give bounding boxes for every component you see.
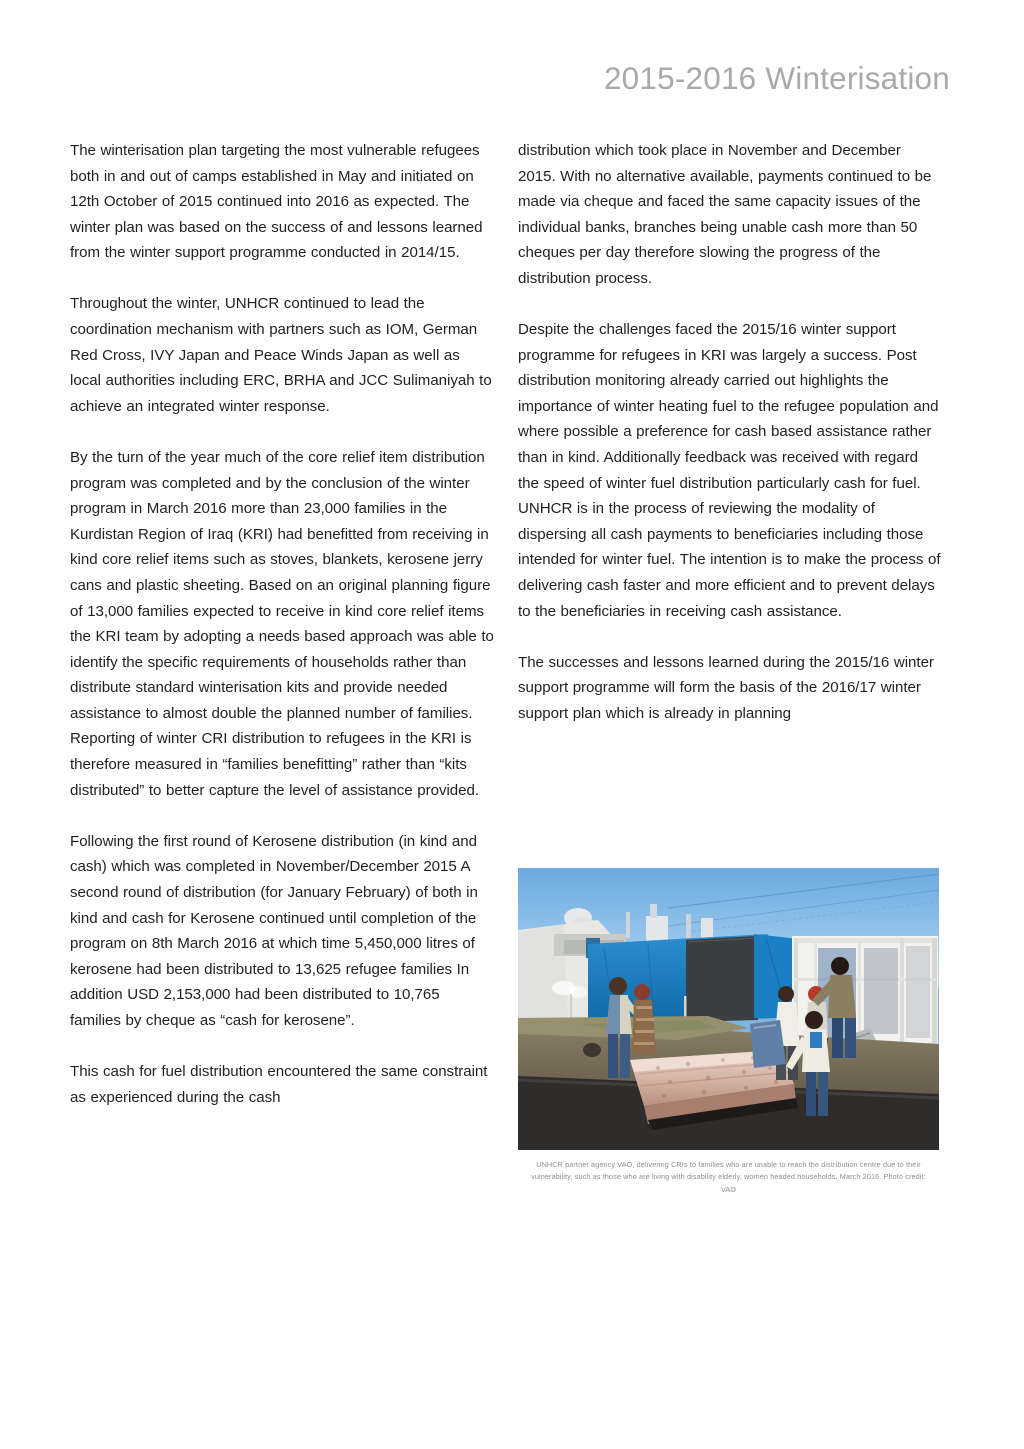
left-column	[70, 138, 495, 1110]
paragraph: By the turn of the year much of the core relief item distribution program was completed and by the conclusion of the winter program in March 2016 more than 23,000 families in the Kurdistan Region of Iraq (KRI) had benefitted from receiving in kind core relief items such as stoves, blankets, kerosene jerry cans and plastic sheeting. Based on an original planning figure of 13,000 families expected to receive in kind core relief items the KRI team by adopting a needs based approach was able to identify the specific requirements of households rather than distribute standard winterisation kits and provide needed assistance to almost double the planned number of families. Reporting of winter CRI distribution to refugees in the KRI is therefore measured in “families benefitting” rather than “kits distributed” to better capture the level of assistance provided.	[70, 448, 494, 799]
page-title: 2015-2016 Winterisation	[603, 60, 950, 96]
paragraph: The successes and lessons learned during the 2015/16 winter support programme will form the basis of the 2016/17 winter support plan which is already in planning	[518, 653, 934, 722]
right-column	[518, 138, 943, 726]
paragraph: Throughout the winter, UNHCR continued to lead the coordination mechanism with partners such as IOM, German Red Cross, IVY Japan and Peace Winds Japan as well as local authorities including ERC, BRHA and JCC Sulimaniyah to achieve an integrated winter response.	[70, 295, 492, 415]
body-columns	[70, 138, 958, 1318]
figure	[518, 868, 939, 1196]
paragraph: Following the first round of Kerosene distribution (in kind and cash) which was completed in November/December 2015 A second round of distribution (for January February) of both in kind and cash for Kerosene continued until completion of the program on 8th March 2016 at which time 5,450,000 litres of kerosene had been distributed to 13,625 refugee families In addition USD 2,153,000 had been distributed to 10,765 families by cheque as “cash for kerosene”.	[70, 832, 478, 1029]
paragraph: distribution which took place in November and December 2015. With no alternative available, payments continued to be made via cheque and faced the same capacity issues of the individual banks, branches being unable cash more than 50 cheques per day therefore slowing the progress of the distribution process.	[518, 142, 932, 287]
photo-distribution	[518, 868, 939, 1150]
paragraph: Despite the challenges faced the 2015/16 winter support programme for refugees in KRI was largely a success. Post distribution monitoring already carried out highlights the importance of winter heating fuel to the refugee population and where possible a preference for cash based assistance rather than in kind. Additionally feedback was received with regard the speed of winter fuel distribution particularly cash for fuel. UNHCR is in the process of reviewing the modality of dispersing all cash payments to beneficiaries including those intended for winter fuel. The intention is to make the process of delivering cash faster and more efficient and to prevent delays to the beneficiaries in receiving cash assistance.	[518, 321, 941, 620]
photo-illustration	[518, 868, 939, 1150]
page-header	[70, 60, 950, 118]
photo-caption: UNHCR partner agency VAO, delivering CRIs to families who are unable to reach the distribution centre due to their vulnerability, such as those who are living with disability elderly, women headed households. March 2016. Photo credit: VAO	[531, 1160, 926, 1194]
paragraph: This cash for fuel distribution encountered the same constraint as experienced during the cash	[70, 1063, 488, 1106]
paragraph: The winterisation plan targeting the most vulnerable refugees both in and out of camps established in May and initiated on 12th October of 2015 continued into 2016 as expected. The winter plan was based on the success of and lessons learned from the winter support programme conducted in 2014/15.	[70, 142, 483, 262]
